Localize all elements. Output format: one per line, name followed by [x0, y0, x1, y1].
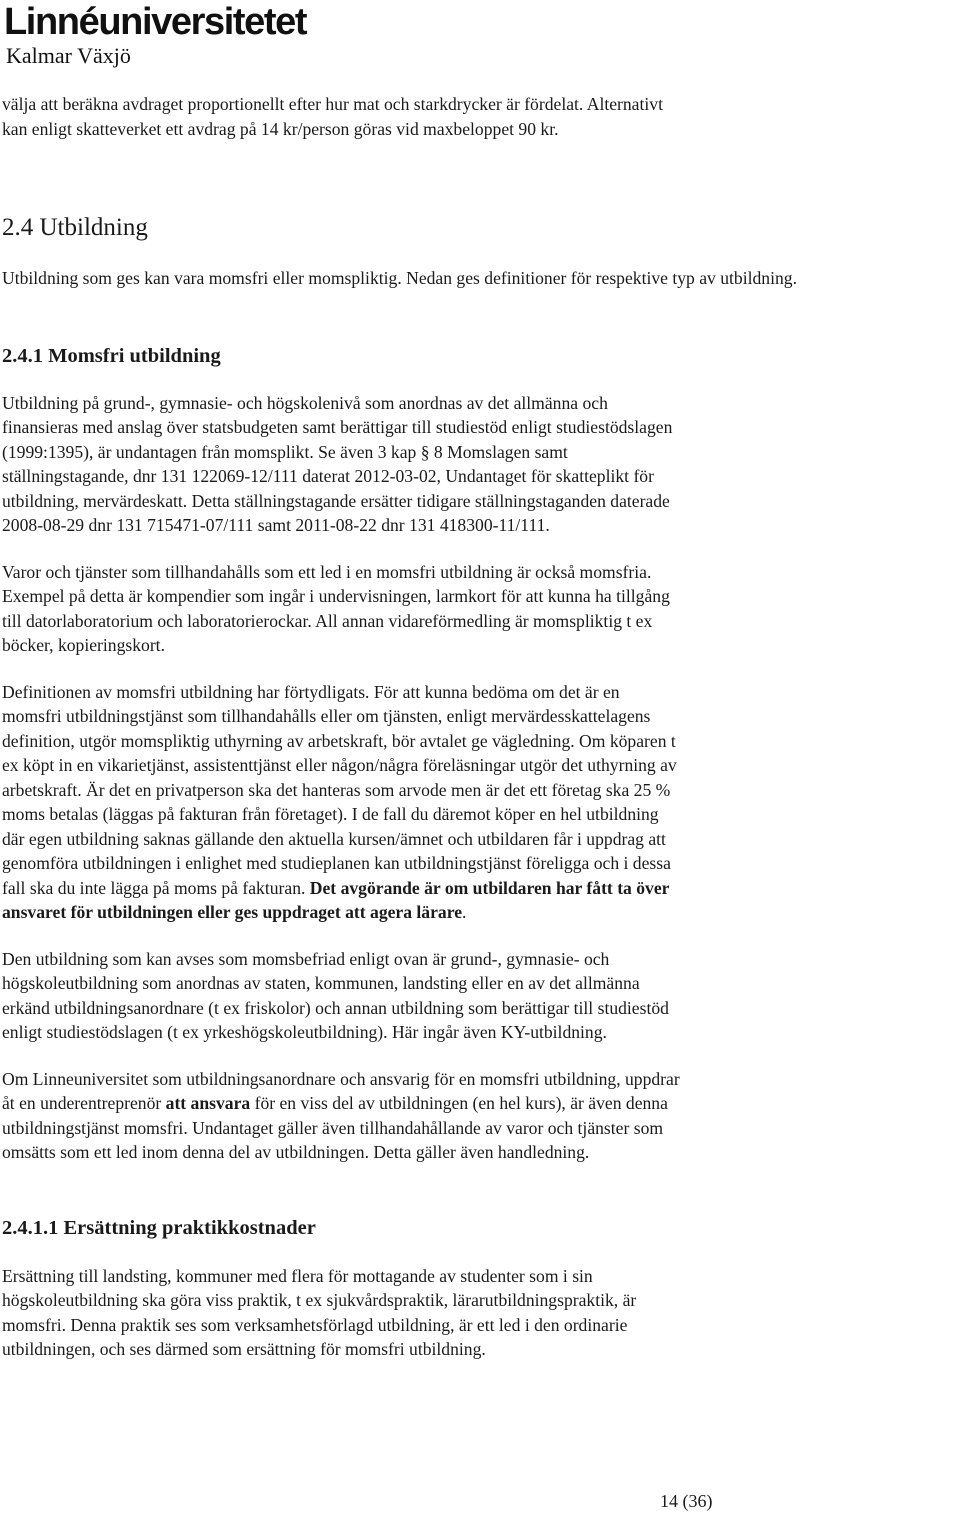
text-line: erkänd utbildningsanordnare (t ex friskolor) och annan utbildning som berättigar till studiestöd — [2, 997, 669, 1018]
paragraph-momsfri-definition — [2, 391, 952, 538]
text-line: till datorlaboratorium och laboratorierockar. All annan vidareförmedling är momspliktig t ex — [2, 610, 653, 631]
document-body — [2, 92, 952, 1362]
logo-subtitle: Kalmar Växjö — [6, 43, 131, 68]
text-line: ställningstagande, dnr 131 122069-12/111 daterat 2012-03-02, Undantaget för skatteplikt för — [2, 466, 654, 486]
text-line: Exempel på detta är kompendier som ingår i undervisningen, larmkort för att kunna ha tillgång — [2, 586, 670, 606]
text-line — [2, 1091, 952, 1116]
text-line: (1999:1395), är undantagen från momsplikt. Se även 3 kap § 8 Momslagen samt — [2, 441, 568, 462]
text-run: . — [462, 902, 467, 922]
text-line — [2, 876, 952, 901]
section-heading-2-4-1: 2.4.1 Momsfri utbildning — [2, 344, 221, 367]
paragraph-underentreprenor — [2, 1067, 952, 1165]
text-run: för en viss del av utbildningen (en hel kurs), är även denna — [250, 1093, 668, 1113]
paragraph-definition-fortydligad — [2, 680, 952, 925]
text-line: utbildningen, och ses därmed som ersättning för momsfri utbildning. — [2, 1339, 486, 1359]
paragraph-ersattning-praktik — [2, 1264, 952, 1362]
text-line: 2008-08-29 dnr 131 715471-07/111 samt 2011-08-22 dnr 131 418300-11/111. — [2, 515, 550, 535]
text-line: genomföra utbildningen i enlighet med studieplanen kan utbildningstjänst föreligga och i dessa — [2, 853, 671, 873]
text-line: finansieras med anslag över statsbudgeten samt berättigar till studiestöd enligt studiestödslagen — [2, 417, 673, 437]
text-line: moms betalas (läggas på fakturan från företaget). I de fall du däremot köper en hel utbildning — [2, 804, 659, 824]
text-run: fall ska du inte lägga på moms på fakturan. — [2, 877, 310, 898]
paragraph-momsbefriad-utbildning — [2, 947, 952, 1045]
text-run: åt en underentreprenör — [2, 1093, 166, 1113]
text-line: utbildning, mervärdeskatt. Detta ställningstagande ersätter tidigare ställningstaganden daterade — [2, 490, 670, 511]
text-line: högskoleutbildning som anordnas av staten, kommunen, landsting eller en av det allmänna — [2, 973, 640, 993]
text-line: ex köpt in en vikarietjänst, assistenttjänst eller någon/några föreläsningar utgör det uthyrning av — [2, 755, 677, 775]
intro-paragraph — [2, 92, 952, 141]
university-logo — [4, 2, 384, 68]
text-line: Utbildning på grund-, gymnasie- och högskolenivå som anordnas av det allmänna och — [2, 392, 608, 413]
section-heading-2-4: 2.4 Utbildning — [2, 214, 148, 241]
section-heading-2-4-1-1: 2.4.1.1 Ersättning praktikkostnader — [2, 1216, 316, 1239]
text-line: momsfri utbildningstjänst som tillhandahålls eller om tjänsten, enligt mervärdesskattelagens — [2, 706, 651, 726]
bold-emphasis: ansvaret för utbildningen eller ges uppdraget att agera lärare — [2, 902, 463, 922]
text-line: böcker, kopieringskort. — [2, 635, 165, 655]
text-line: Utbildning som ges kan vara momsfri eller momspliktig. Nedan ges definitioner för respektive typ av utbildning. — [2, 268, 797, 288]
text-line: där egen utbildning saknas gällande den aktuella kursen/ämnet och utbildaren får i uppdrag att — [2, 828, 666, 849]
text-line: välja att beräkna avdraget proportionellt efter hur mat och starkdrycker är fördelat. Alternativt — [2, 94, 663, 114]
text-line — [2, 900, 952, 925]
text-line: Varor och tjänster som tillhandahålls som ett led i en momsfri utbildning är också momsfria. — [2, 561, 652, 582]
text-line: Den utbildning som kan avses som momsbefriad enligt ovan är grund-, gymnasie- och — [2, 948, 610, 969]
text-line: definition, utgör momspliktig uthyrning av arbetskraft, bör avtalet ge vägledning. Om köparen t — [2, 730, 676, 751]
text-line: Definitionen av momsfri utbildning har förtydligats. För att kunna bedöma om det är en — [2, 681, 620, 702]
logo-name: Linnéuniversitetet — [4, 1, 307, 43]
text-line: momsfri. Denna praktik ses som verksamhetsförlagd utbildning, är ett led i den ordinarie — [2, 1314, 628, 1335]
section-2-4-paragraph — [2, 266, 952, 291]
text-line: kan enligt skatteverket ett avdrag på 14 kr/person göras vid maxbeloppet 90 kr. — [2, 118, 559, 139]
bold-emphasis: Det avgörande är om utbildaren har fått ta över — [309, 877, 670, 898]
bold-emphasis: att ansvara — [165, 1093, 251, 1113]
text-line: enligt studiestödslagen (t ex yrkeshögskoleutbildning). Här ingår även KY-utbildning. — [2, 1022, 607, 1042]
text-line: utbildningstjänst momsfri. Undantaget gäller även tillhandahållande av varor och tjänster som — [2, 1117, 664, 1138]
paragraph-varor-tjanster — [2, 560, 952, 658]
text-line: omsätts som ett led inom denna del av utbildningen. Detta gäller även handledning. — [2, 1142, 590, 1162]
text-line: arbetskraft. Är det en privatperson ska det hanteras som arvode men är det ett företag ska 25 % — [2, 779, 671, 800]
text-line: Om Linneuniversitet som utbildningsanordnare och ansvarig för en momsfri utbildning, uppdrar — [2, 1068, 680, 1089]
page-number: 14 (36) — [660, 1491, 713, 1511]
text-line: Ersättning till landsting, kommuner med flera för mottagande av studenter som i sin — [2, 1265, 593, 1286]
text-line: högskoleutbildning ska göra viss praktik, t ex sjukvårdspraktik, lärarutbildningspraktik, är — [2, 1290, 637, 1310]
